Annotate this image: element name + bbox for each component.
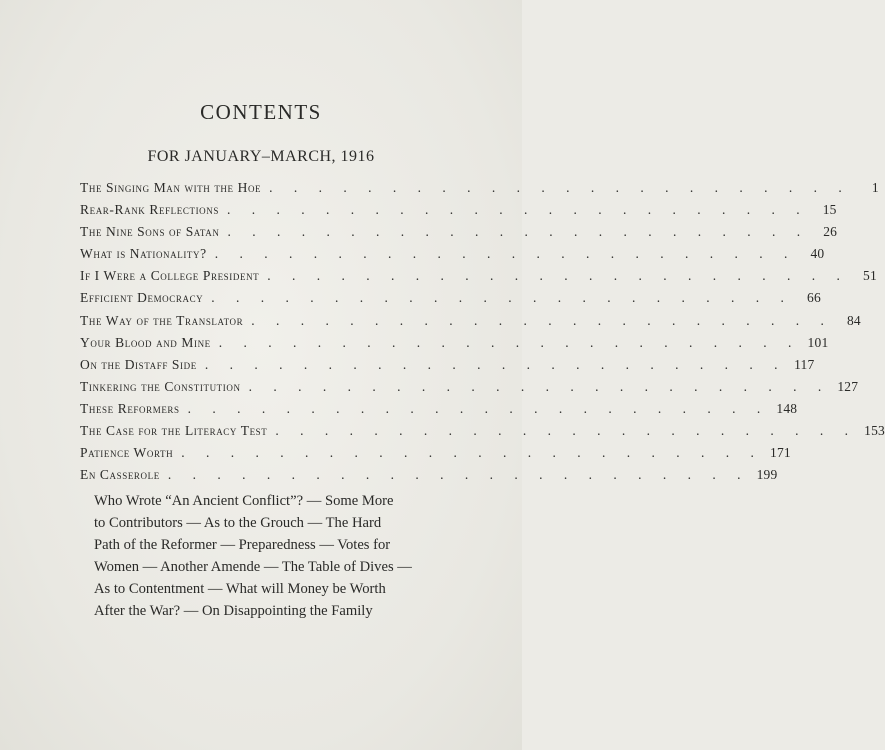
- toc-entry: [80, 356, 815, 379]
- toc-entry: [80, 423, 885, 445]
- toc-entry-title: The Singing Man with the Hoe: [80, 180, 262, 195]
- toc-entry-page: 40: [810, 246, 825, 262]
- leader-dots: . . . . . . . . . . . . . . . . . . . . . . . .: [167, 467, 750, 483]
- leader-dots: . . . . . . . . . . . . . . . . . . . . . . . .: [187, 400, 770, 416]
- toc-entry-title: Tinkering the Constitution: [80, 378, 241, 394]
- toc-entry-page: 117: [794, 356, 815, 372]
- toc-entry-title: These Reformers: [80, 400, 180, 416]
- leader-dots: . . . . . . . . . . . . . . . . . . . . . . . .: [248, 378, 831, 394]
- toc-entry-page: 66: [807, 290, 821, 306]
- toc-entry-title: Efficient Democracy: [80, 290, 204, 306]
- toc-entry: [80, 224, 838, 246]
- page-subtitle: FOR JANUARY–MARCH, 1916: [147, 148, 375, 165]
- toc-entry-page: 153: [864, 423, 885, 439]
- toc-entry-title: The Nine Sons of Satan: [80, 224, 220, 240]
- toc-entry: [80, 445, 791, 467]
- leader-dots: . . . . . . . . . . . . . . . . . . . . . . . .: [218, 334, 801, 350]
- leader-dots: . . . . . . . . . . . . . . . . . . . . . . . .: [211, 290, 793, 306]
- leader-dots: . . . . . . . . . . . . . . . . . . . . . . . .: [227, 224, 810, 240]
- toc-entry: [80, 378, 859, 401]
- toc-entry-page: 199: [756, 467, 778, 483]
- toc-entry-title: The Case for the Literacy Test: [80, 423, 268, 439]
- toc-entry-page: 26: [823, 224, 838, 240]
- subtopic-line: Who Wrote “An Ancient Conflict”? — Some More: [94, 493, 394, 509]
- subtopic-line: As to Contentment — What will Money be Worth: [94, 581, 386, 597]
- page-title: CONTENTS: [200, 100, 322, 124]
- table-of-contents: [80, 180, 885, 489]
- casserole-subtopics: [94, 490, 474, 622]
- leader-dots: . . . . . . . . . . . . . . . . . . . . . . . .: [251, 312, 833, 328]
- toc-entry: [80, 312, 861, 335]
- toc-entry-page: 51: [863, 268, 877, 284]
- toc-entry-title: Your Blood and Mine: [80, 334, 211, 350]
- toc-entry-title: What is Nationality?: [80, 246, 207, 262]
- toc-entry: [80, 246, 825, 268]
- toc-entry-title: Patience Worth: [80, 445, 174, 461]
- leader-dots: . . . . . . . . . . . . . . . . . . . . . . . .: [214, 246, 797, 262]
- subtopic-line: Women — Another Amende — The Table of Dives —: [94, 559, 412, 575]
- toc-entry-page: 1: [871, 180, 879, 195]
- toc-entry-page: 101: [807, 334, 829, 350]
- leader-dots: . . . . . . . . . . . . . . . . . . . . . . . .: [269, 180, 851, 195]
- toc-entry-title: If I Were a College President: [80, 268, 260, 284]
- leader-dots: . . . . . . . . . . . . . . . . . . . . . . . .: [226, 202, 809, 218]
- toc-entry-title: On the Distaff Side: [80, 356, 197, 372]
- leader-dots: . . . . . . . . . . . . . . . . . . . . . . . .: [204, 356, 787, 372]
- toc-entry: [80, 334, 829, 357]
- leader-dots: . . . . . . . . . . . . . . . . . . . . . . . .: [181, 445, 763, 461]
- toc-entry-page: 127: [837, 378, 859, 394]
- toc-entry: [80, 467, 778, 489]
- subtopic-line: to Contributors — As to the Grouch — The Hard: [94, 515, 382, 531]
- leader-dots: . . . . . . . . . . . . . . . . . . . . . . . .: [267, 268, 849, 284]
- leader-dots: . . . . . . . . . . . . . . . . . . . . . . . .: [275, 423, 857, 439]
- toc-entry-title: The Way of the Translator: [80, 312, 244, 328]
- toc-entry-title: En Casserole: [80, 467, 160, 483]
- toc-entry: [80, 400, 798, 423]
- toc-entry-page: 148: [776, 400, 798, 416]
- toc-entry-page: 15: [822, 202, 837, 218]
- toc-entry: [80, 268, 877, 290]
- toc-entry: [80, 180, 879, 202]
- toc-entry-title: Rear-Rank Reflections: [80, 202, 219, 218]
- subtopic-line: Path of the Reformer — Preparedness — Votes for: [94, 537, 391, 553]
- toc-entry-page: 84: [846, 312, 861, 328]
- subtopic-line: After the War? — On Disappointing the Family: [94, 603, 373, 619]
- toc-entry-page: 171: [770, 445, 791, 461]
- toc-entry: [80, 290, 821, 312]
- toc-entry: [80, 202, 837, 224]
